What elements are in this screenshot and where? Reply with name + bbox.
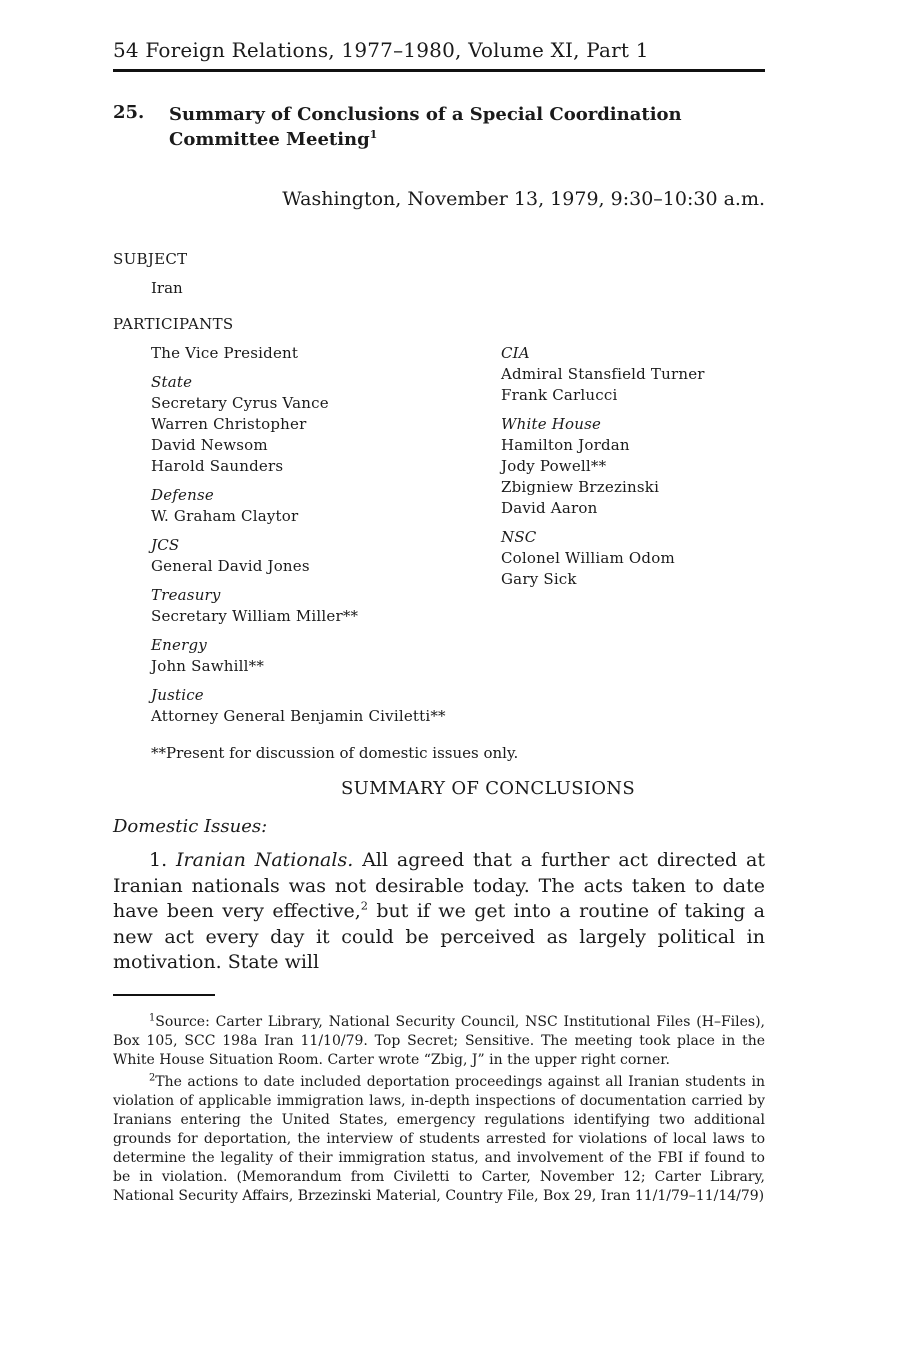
participant: Colonel William Odom	[501, 549, 675, 567]
participant: Secretary William Miller**	[151, 607, 359, 625]
participant: General David Jones	[151, 557, 310, 575]
paragraph-number: 1.	[149, 849, 168, 871]
participant-group-jcs	[151, 535, 481, 577]
agency-label-state: State	[151, 373, 193, 391]
footnote-2	[113, 1073, 765, 1206]
participant: Jody Powell**	[501, 457, 607, 475]
participant: John Sawhill**	[151, 657, 265, 675]
participant-group-defense	[151, 485, 481, 527]
subject-value: Iran	[151, 279, 183, 297]
document-title-line-1: Summary of Conclusions of a Special Coordination	[169, 104, 682, 125]
footnote-rule	[113, 994, 215, 996]
section-heading: Domestic Issues:	[113, 816, 268, 837]
header-rule	[113, 69, 765, 72]
subject-label: SUBJECT	[113, 250, 188, 268]
document-title-line-2-text: Committee Meeting	[169, 129, 370, 150]
agency-label-defense: Defense	[151, 486, 214, 504]
participant: Warren Christopher	[151, 415, 307, 433]
participant: Admiral Stansfield Turner	[501, 365, 705, 383]
footnote-1-mark: 1	[149, 1012, 156, 1024]
running-head: 54 Foreign Relations, 1977–1980, Volume XI, Part 1	[113, 38, 649, 62]
agency-label-justice: Justice	[151, 686, 204, 704]
participant: Frank Carlucci	[501, 386, 618, 404]
agency-label-treasury: Treasury	[151, 586, 221, 604]
participant: David Newsom	[151, 436, 268, 454]
agency-label-energy: Energy	[151, 636, 207, 654]
participant: Hamilton Jordan	[501, 436, 630, 454]
footnote-1	[113, 1013, 765, 1070]
paragraph-topic: Iranian Nationals.	[176, 849, 354, 871]
participant: Harold Saunders	[151, 457, 284, 475]
participants-right-column	[501, 343, 801, 598]
dateline: Washington, November 13, 1979, 9:30–10:30 a.m.	[282, 188, 765, 210]
participant-group-energy	[151, 635, 481, 677]
paragraph-text-a: All agreed that a further act directed at Iranian nationals was not desirable today. The acts taken to date have been very effective,	[113, 849, 765, 922]
participants-left-column	[151, 343, 481, 735]
summary-heading: SUMMARY OF CONCLUSIONS	[340, 778, 635, 799]
participant-group-vice-president	[151, 343, 481, 364]
footnote-2-text: The actions to date included deportation proceedings against all Iranian students in violation of applicable immigration laws, in-depth inspections of documentation carried by Iranians entering the United States, emergency regulations identifying two additional grounds for deportation, the interview of students arrested for violations of local laws to determine the legality of their immigration status, and involvement of the FBI if found to be in violation. (Memorandum from Civiletti to Carter, November 12; Carter Library, National Security Affairs, Brzezinski Material, Country File, Box 29, Iran 11/1/79–11/14/79)	[113, 1074, 765, 1204]
participants-label: PARTICIPANTS	[113, 315, 234, 333]
participant-group-nsc	[501, 527, 801, 590]
document-number: 25.	[113, 102, 145, 123]
agency-label-jcs: JCS	[151, 536, 180, 554]
participant: Secretary Cyrus Vance	[151, 394, 329, 412]
agency-label-cia: CIA	[501, 344, 530, 362]
participant: Gary Sick	[501, 570, 577, 588]
body-paragraph-1	[113, 848, 765, 976]
participant: W. Graham Claytor	[151, 507, 299, 525]
footnote-ref-1[interactable]: 1	[369, 128, 378, 141]
footnote-2-mark: 2	[149, 1072, 156, 1084]
footnote-ref-2[interactable]: 2	[360, 898, 368, 913]
participant: The Vice President	[151, 344, 299, 362]
agency-label-white-house: White House	[501, 415, 602, 433]
participant-group-treasury	[151, 585, 481, 627]
document-title-line-2	[169, 127, 729, 152]
participant-group-justice	[151, 685, 481, 727]
participant: Zbigniew Brzezinski	[501, 478, 660, 496]
agency-label-nsc: NSC	[501, 528, 537, 546]
paragraph-text-b: but if we get into a routine of taking a new act every day it could be perceived as largely political in motivation. State will	[113, 900, 765, 973]
participants-note: **Present for discussion of domestic issues only.	[151, 744, 519, 762]
participant: David Aaron	[501, 499, 598, 517]
participant-group-state	[151, 372, 481, 477]
participant: Attorney General Benjamin Civiletti**	[151, 707, 446, 725]
participant-group-cia	[501, 343, 801, 406]
participant-group-white-house	[501, 414, 801, 519]
document-title	[169, 102, 729, 152]
footnote-1-text: Source: Carter Library, National Security Council, NSC Institutional Files (H–Files), Box 105, SCC 198a Iran 11/10/79. Top Secret; Sensitive. The meeting took place in the White House Situation Room. Carter wrote “Zbig, J” in the upper right corner.	[113, 1014, 765, 1068]
